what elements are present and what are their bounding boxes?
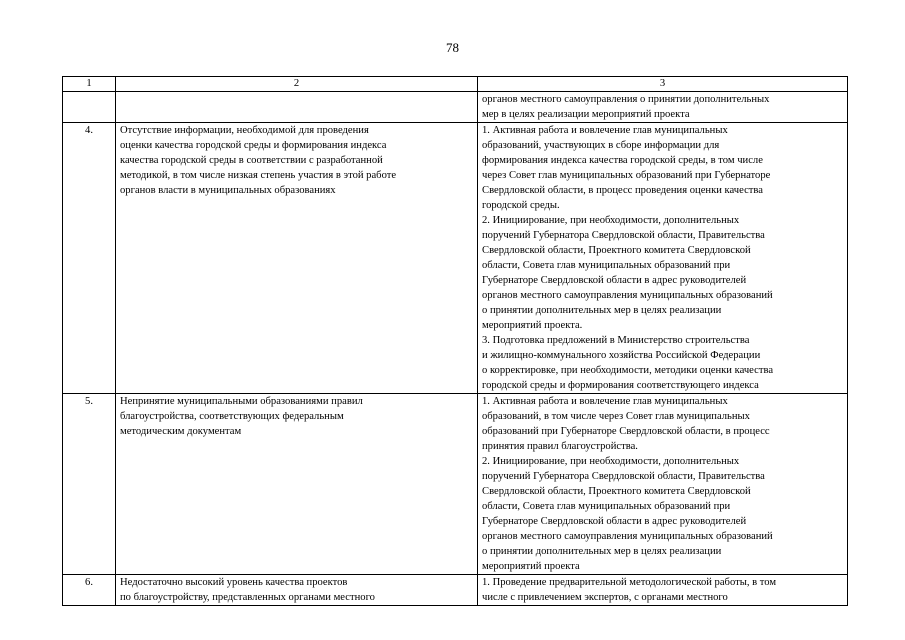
table-row xyxy=(63,394,848,575)
cell-line: через Совет глав муниципальных образований при Губернаторе xyxy=(482,170,771,181)
cell-line: мероприятий проекта xyxy=(482,561,580,572)
cell-line: Свердловской области, Проектного комитета Свердловской xyxy=(482,245,751,256)
problem-cell xyxy=(116,575,478,606)
row-number: 4. xyxy=(63,123,116,394)
cell-line: 1. Активная работа и вовлечение глав муниципальных xyxy=(482,125,728,136)
cell-line: о принятии дополнительных мер в целях реализации xyxy=(482,305,722,316)
table-header-row xyxy=(63,77,848,92)
cell-line: о принятии дополнительных мер в целях реализации xyxy=(482,546,722,557)
cell-line: органов местного самоуправления о принятии дополнительных xyxy=(482,94,770,105)
cell-line: методикой, в том числе низкая степень участия в этой работе xyxy=(120,170,397,181)
cell-line: 3. Подготовка предложений в Министерство строительства xyxy=(482,335,750,346)
risk-table xyxy=(62,76,848,606)
cell-line: о корректировке, при необходимости, методики оценки качества xyxy=(482,365,774,376)
row-number: 6. xyxy=(63,575,116,606)
row-number: 5. xyxy=(63,394,116,575)
cell-line: Свердловской области, в процесс проведения оценки качества xyxy=(482,185,763,196)
measures-cell xyxy=(478,575,848,606)
cell-line: качества городской среды в соответствии с разработанной xyxy=(120,155,383,166)
cell-line: поручений Губернатора Свердловской области, Правительства xyxy=(482,471,765,482)
measures-cell xyxy=(478,123,848,394)
problem-cell xyxy=(116,123,478,394)
measures-cell xyxy=(478,92,848,123)
cell-line: поручений Губернатора Свердловской области, Правительства xyxy=(482,230,765,241)
problem-cell xyxy=(116,394,478,575)
cell-line: Отсутствие информации, необходимой для проведения xyxy=(120,125,369,136)
table-row xyxy=(63,123,848,394)
cell-line: 2. Инициирование, при необходимости, дополнительных xyxy=(482,456,740,467)
cell-line: оценки качества городской среды и формирования индекса xyxy=(120,140,387,151)
measures-cell xyxy=(478,394,848,575)
column-header-2: 2 xyxy=(116,77,478,92)
cell-line: органов местного самоуправления муниципальных образований xyxy=(482,290,773,301)
table-row xyxy=(63,575,848,606)
cell-line: Недостаточно высокий уровень качества проектов xyxy=(120,577,348,588)
cell-line: городской среды и формирования соответствующего индекса xyxy=(482,380,759,391)
cell-line: области, Совета глав муниципальных образований при xyxy=(482,260,731,271)
cell-line: формирования индекса качества городской среды, в том числе xyxy=(482,155,763,166)
cell-line: области, Совета глав муниципальных образований при xyxy=(482,501,731,512)
cell-line: Губернаторе Свердловской области в адрес руководителей xyxy=(482,516,747,527)
table-row xyxy=(63,92,848,123)
cell-line: и жилищно-коммунального хозяйства Российской Федерации xyxy=(482,350,761,361)
cell-line: Непринятие муниципальными образованиями правил xyxy=(120,396,363,407)
column-header-3: 3 xyxy=(478,77,848,92)
cell-line: благоустройства, соответствующих федеральным xyxy=(120,411,344,422)
column-header-1: 1 xyxy=(63,77,116,92)
cell-line: Свердловской области, Проектного комитета Свердловской xyxy=(482,486,751,497)
row-number xyxy=(63,92,116,123)
cell-line: органов власти в муниципальных образованиях xyxy=(120,185,336,196)
cell-line: числе с привлечением экспертов, с органами местного xyxy=(482,592,728,603)
cell-line: Губернаторе Свердловской области в адрес руководителей xyxy=(482,275,747,286)
cell-line: 1. Активная работа и вовлечение глав муниципальных xyxy=(482,396,728,407)
cell-line: образований, в том числе через Совет глав муниципальных xyxy=(482,411,750,422)
problem-cell xyxy=(116,92,478,123)
cell-line: мероприятий проекта. xyxy=(482,320,583,331)
cell-line: 1. Проведение предварительной методологической работы, в том xyxy=(482,577,777,588)
page-number: 78 xyxy=(446,40,459,55)
cell-line: по благоустройству, представленных органами местного xyxy=(120,592,375,603)
cell-line: образований, участвующих в сборе информации для xyxy=(482,140,720,151)
cell-line: принятия правил благоустройства. xyxy=(482,441,638,452)
cell-line: образований при Губернаторе Свердловской области, в процесс xyxy=(482,426,770,437)
cell-line: 2. Инициирование, при необходимости, дополнительных xyxy=(482,215,740,226)
cell-line: методическим документам xyxy=(120,426,242,437)
cell-line: органов местного самоуправления муниципальных образований xyxy=(482,531,773,542)
cell-line: мер в целях реализации мероприятий проекта xyxy=(482,109,690,120)
cell-line: городской среды. xyxy=(482,200,560,211)
